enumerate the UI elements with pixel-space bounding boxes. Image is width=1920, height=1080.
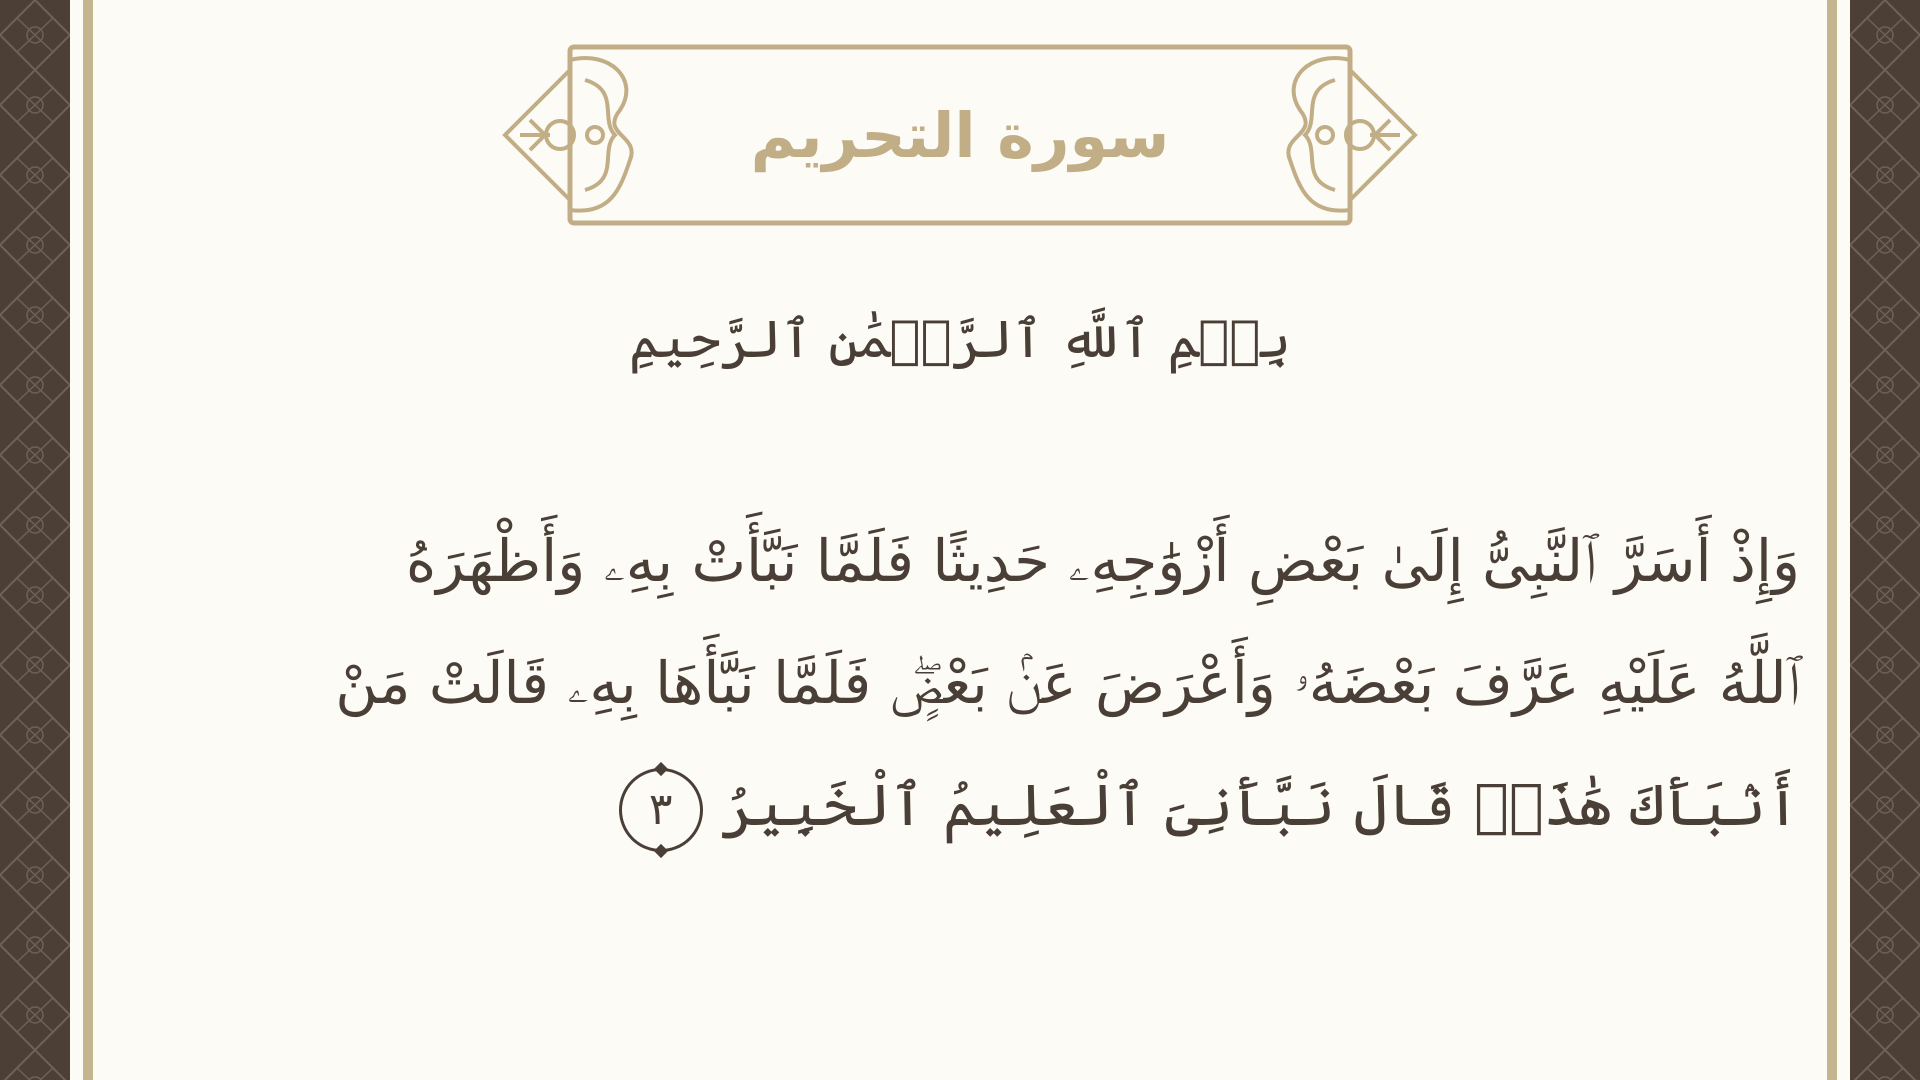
verse-text <box>150 500 1800 880</box>
left-ornament-panel <box>0 0 70 1080</box>
basmala: بِسۡمِ ٱللَّهِ ٱلرَّحۡمَٰنِ ٱلرَّحِيمِ <box>629 310 1291 370</box>
verse-line-3 <box>150 744 1800 866</box>
right-ornament-panel <box>1850 0 1920 1080</box>
left-gold-rule <box>83 0 93 1080</box>
verse-line-2: ٱللَّهُ عَلَيْهِ عَرَّفَ بَعْضَهُۥ وَأَعْرَضَ عَنۢ بَعْضٍۖ فَلَمَّا نَبَّأَهَا بِهِۦ قَالَتْ مَنْ <box>335 649 1800 717</box>
verse-line-1: وَإِذْ أَسَرَّ ٱلنَّبِىُّ إِلَىٰ بَعْضِ أَزْوَٰجِهِۦ حَدِيثًا فَلَمَّا نَبَّأَتْ بِهِۦ وَأَظْهَرَهُ <box>405 527 1800 595</box>
surah-title-cartouche <box>500 40 1420 230</box>
surah-title: سورة التحريم <box>750 98 1170 172</box>
right-gold-rule <box>1827 0 1837 1080</box>
ayah-number-marker: ٣ <box>619 768 703 852</box>
verse-line-3-text: أَنۢبَأَكَ هَٰذَاۖ قَالَ نَبَّأَنِىَ ٱلْعَلِيمُ ٱلْخَبِيرُ <box>720 771 1800 839</box>
